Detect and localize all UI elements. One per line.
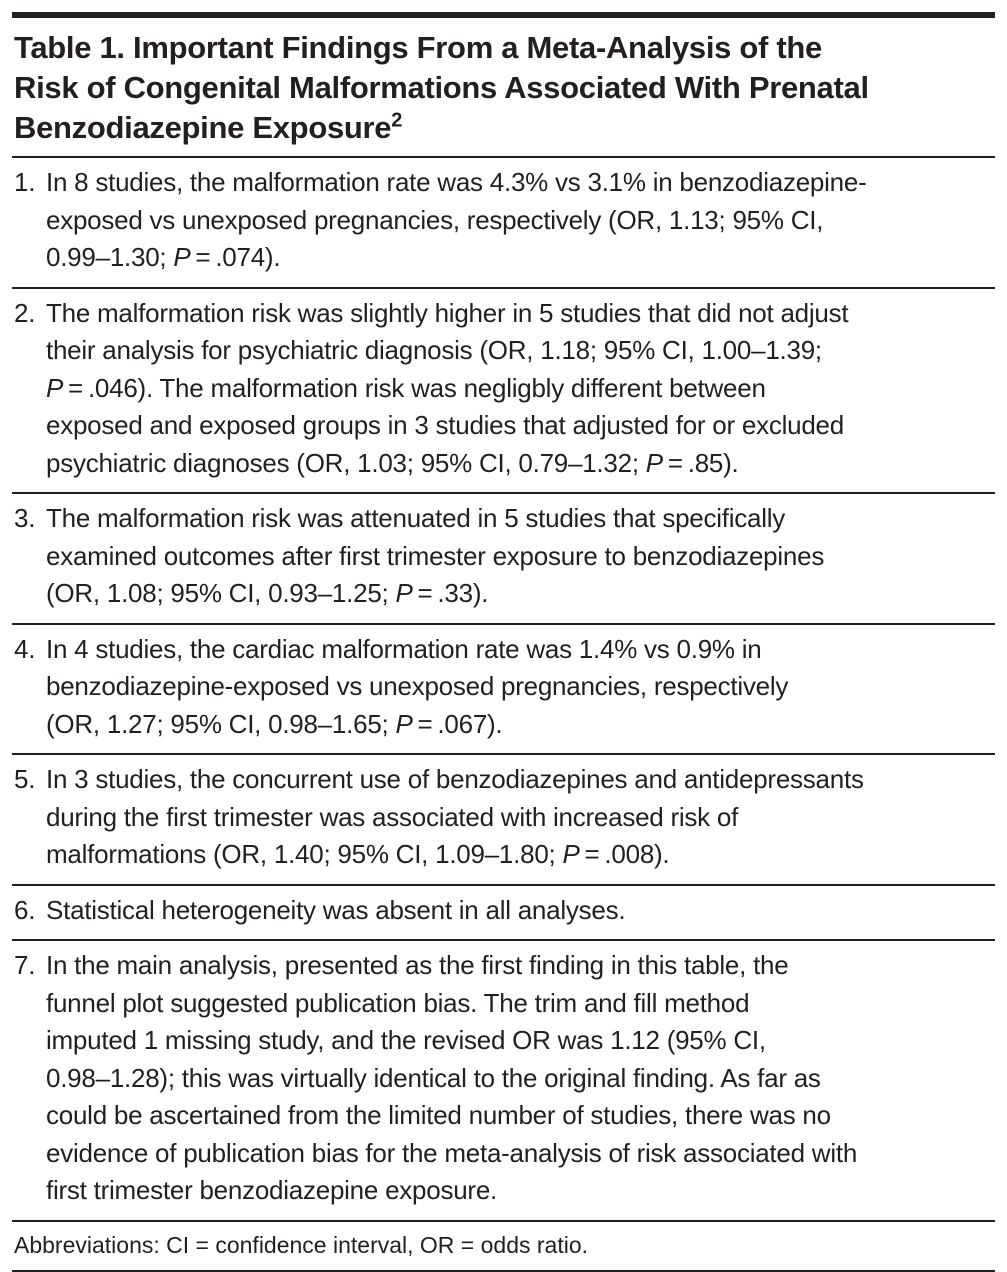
finding-text-line: during the first trimester was associated with increased risk of (46, 801, 739, 832)
finding-text-line: examined outcomes after first trimester exposure to benzodiazepines (46, 540, 825, 571)
finding-text-line: could be ascertained from the limited number of studies, there was no (46, 1100, 831, 1130)
finding-text-line: In 8 studies, the malformation rate was 4.3% vs 3.1% in benzodiazepine- (46, 167, 867, 197)
finding-text-line: exposed and exposed groups in 3 studies that adjusted for or excluded (46, 410, 844, 440)
finding-number: 4. (14, 633, 36, 664)
finding-row (12, 492, 995, 623)
finding-row (12, 939, 995, 1220)
finding-number: 6. (14, 894, 36, 925)
finding-number: 7. (14, 950, 36, 980)
findings-table (12, 12, 995, 1272)
finding-text-line: their analysis for psychiatric diagnosis (OR, 1.18; 95% CI, 1.00–1.39; (46, 335, 822, 365)
finding-text-line: In 4 studies, the cardiac malformation rate was 1.4% vs 0.9% in (46, 633, 762, 664)
finding-text-line: In the main analysis, presented as the first finding in this table, the (46, 950, 789, 980)
title-line: Risk of Congenital Malformations Associated With Prenatal (14, 70, 869, 105)
finding-number: 3. (14, 503, 36, 533)
finding-row (12, 884, 995, 940)
finding-text-line: (OR, 1.27; 95% CI, 0.98–1.65; P = .067). (46, 708, 503, 739)
finding-text-line: The malformation risk was slightly higher in 5 studies that did not adjust (46, 297, 849, 328)
finding-number: 1. (14, 167, 36, 197)
reference-superscript: 2 (391, 109, 403, 132)
abbreviations-footnote: Abbreviations: CI = confidence interval, OR = odds ratio. (12, 1220, 995, 1270)
title-line: Table 1. Important Findings From a Meta-Analysis of the (14, 30, 822, 65)
finding-text-line: P = .046). The malformation risk was negligbly different between (46, 372, 766, 403)
finding-row (12, 753, 995, 884)
finding-text-line: first trimester benzodiazepine exposure. (46, 1175, 498, 1205)
finding-text-line: benzodiazepine-exposed vs unexposed pregnancies, respectively (46, 671, 789, 701)
finding-text-line: In 3 studies, the concurrent use of benzodiazepines and antidepressants (46, 764, 864, 794)
finding-text-line: funnel plot suggested publication bias. The trim and fill method (46, 987, 750, 1018)
finding-text-line: (OR, 1.08; 95% CI, 0.93–1.25; P = .33). (46, 578, 489, 608)
bottom-rule (12, 1270, 995, 1272)
finding-text-line: 0.98–1.28); this was virtually identical to the original finding. As far as (46, 1062, 821, 1093)
finding-text-line: 0.99–1.30; P = .074). (46, 242, 281, 272)
finding-row (12, 156, 995, 287)
finding-row (12, 623, 995, 754)
finding-text-line: psychiatric diagnoses (OR, 1.03; 95% CI, 0.79–1.32; P = .85). (46, 447, 739, 478)
findings-list (12, 156, 995, 1220)
finding-text-line: imputed 1 missing study, and the revised OR was 1.12 (95% CI, (46, 1025, 766, 1055)
finding-number: 5. (14, 764, 36, 794)
table-title (12, 18, 995, 156)
finding-text-line: evidence of publication bias for the meta-analysis of risk associated with (46, 1137, 858, 1168)
finding-number: 2. (14, 297, 36, 328)
finding-text-line: malformations (OR, 1.40; 95% CI, 1.09–1.80; P = .008). (46, 839, 670, 869)
finding-row (12, 287, 995, 493)
finding-text-line: exposed vs unexposed pregnancies, respectively (OR, 1.13; 95% CI, (46, 204, 824, 235)
finding-text-line: The malformation risk was attenuated in 5 studies that specifically (46, 503, 786, 533)
finding-text-line: Statistical heterogeneity was absent in all analyses. (46, 894, 626, 925)
title-line: Benzodiazepine Exposure (14, 110, 392, 145)
